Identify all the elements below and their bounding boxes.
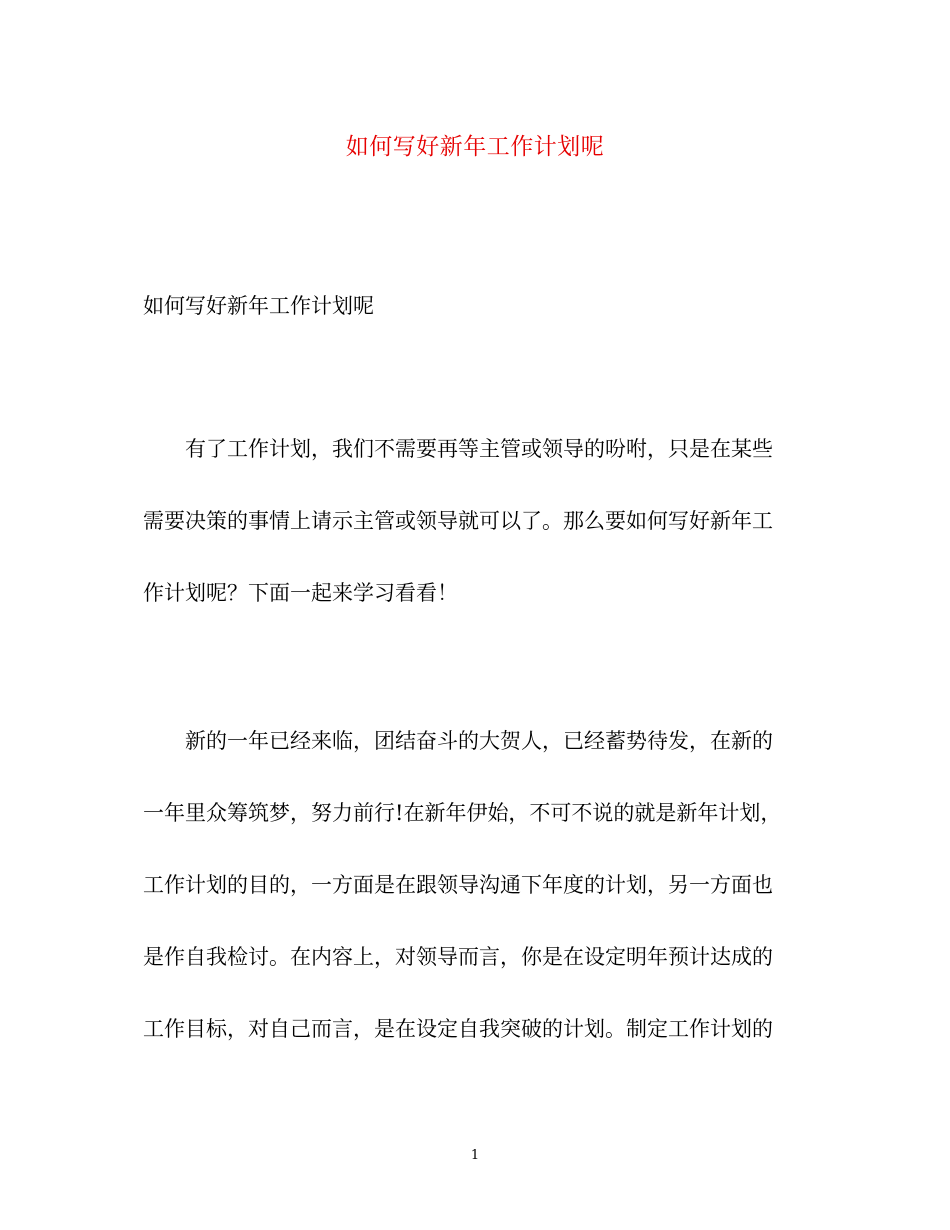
document-subtitle: 如何写好新年工作计划呢: [143, 294, 374, 318]
page-number: 1: [470, 1148, 480, 1163]
paragraph-line: 有了工作计划，我们不需要再等主管或领导的吩咐，只是在某些: [143, 437, 773, 461]
paragraph-line: 新的一年已经来临，团结奋斗的大贺人，已经蓄势待发，在新的: [143, 729, 773, 753]
paragraph-2: [143, 725, 803, 1085]
document-title: 如何写好新年工作计划呢: [345, 134, 605, 160]
paragraph-line: 工作目标，对自己而言，是在设定自我突破的计划。制定工作计划的: [143, 1017, 773, 1041]
paragraph-line: 需要决策的事情上请示主管或领导就可以了。那么要如何写好新年工: [143, 509, 773, 533]
paragraph-line: 作计划呢？下面一起来学习看看！: [143, 581, 458, 605]
paragraph-1: [143, 433, 803, 649]
paragraph-line: 工作计划的目的，一方面是在跟领导沟通下年度的计划，另一方面也: [143, 873, 773, 897]
paragraph-line: 一年里众筹筑梦，努力前行!在新年伊始，不可不说的就是新年计划，: [143, 801, 782, 825]
paragraph-line: 是作自我检讨。在内容上，对领导而言，你是在设定明年预计达成的: [143, 945, 773, 969]
